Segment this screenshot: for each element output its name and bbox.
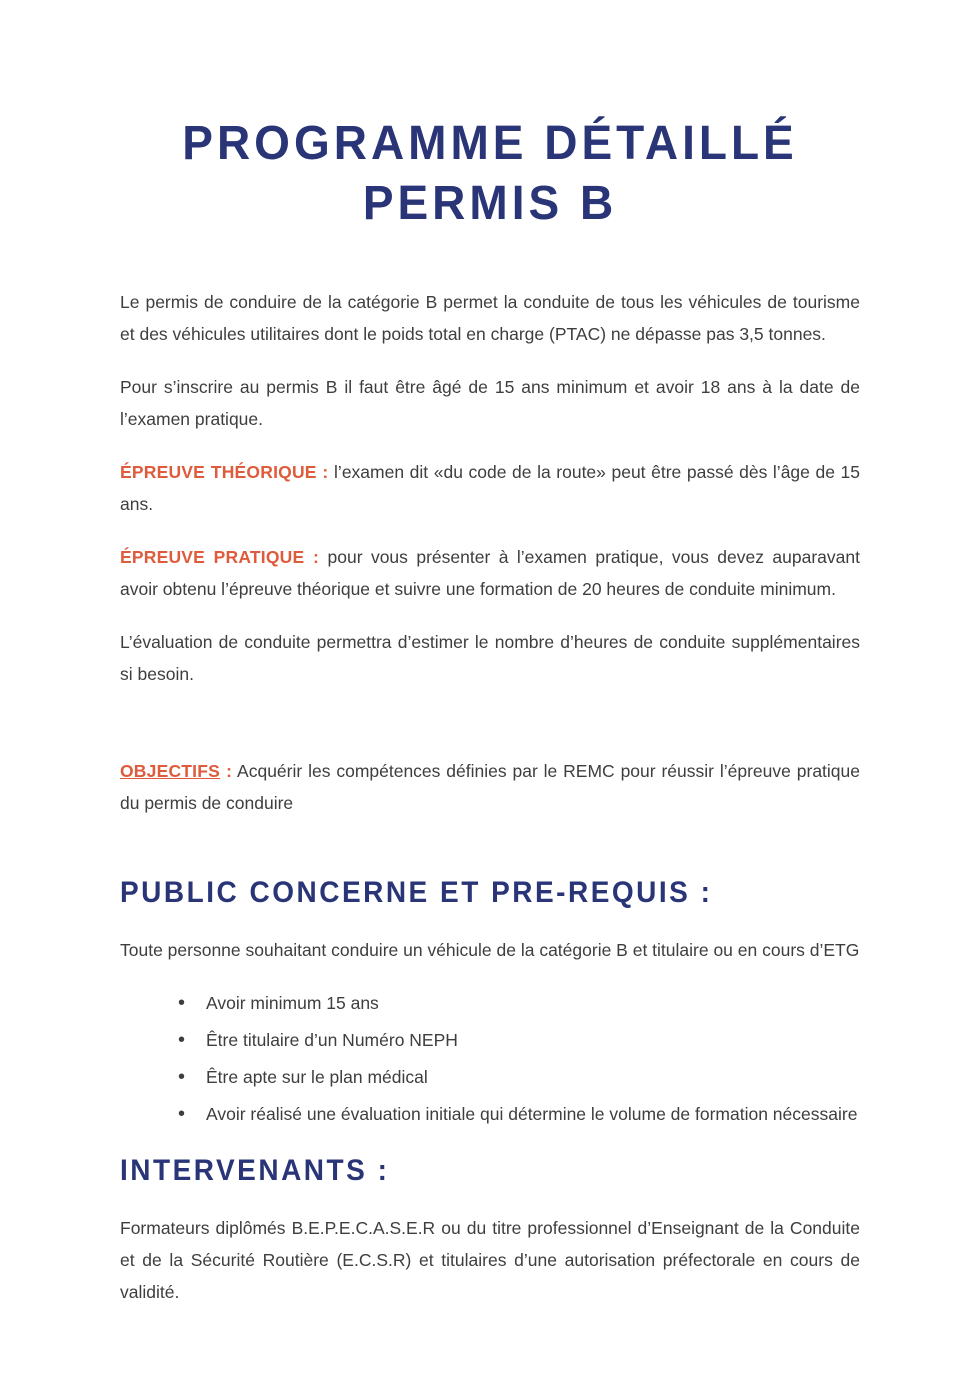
- objectifs-label-colon: :: [220, 761, 233, 781]
- list-item: • Être apte sur le plan médical: [178, 1061, 860, 1093]
- objectifs-text: Acquérir les compétences définies par le REMC pour réussir l’épreuve pratique du permis de conduire: [120, 761, 860, 813]
- epreuve-theorique-label: ÉPREUVE THÉORIQUE :: [120, 462, 329, 482]
- paragraph-evaluation: L’évaluation de conduite permettra d’estimer le nombre d’heures de conduite supplémentaires si besoin.: [120, 632, 860, 684]
- document-title-line1: PROGRAMME DÉTAILLÉ: [182, 115, 798, 170]
- list-item: • Avoir réalisé une évaluation initiale qui détermine le volume de formation nécessaire: [178, 1098, 860, 1130]
- objectifs-label-word: OBJECTIFS: [120, 761, 221, 781]
- paragraph-public-intro: Toute personne souhaitant conduire un véhicule de la catégorie B et titulaire ou en cours d’ETG: [120, 940, 860, 960]
- vertical-spacer: [120, 840, 860, 876]
- prerequisites-list: [120, 987, 860, 1130]
- paragraph-objectifs: [120, 755, 860, 819]
- epreuve-pratique-text: pour vous présenter à l’examen pratique, vous devez auparavant avoir obtenu l’épreuve théorique et suivre une formation de 20 heures de conduite minimum.: [120, 547, 860, 599]
- objectifs-label: [120, 761, 232, 781]
- list-item: • Être titulaire d’un Numéro NEPH: [178, 1024, 860, 1056]
- list-item: • Avoir minimum 15 ans: [178, 987, 860, 1019]
- paragraph-epreuve-pratique: [120, 541, 860, 605]
- paragraph-intro-1: Le permis de conduire de la catégorie B permet la conduite de tous les véhicules de tourisme et des véhicules utilitaires dont le poids total en charge (PTAC) ne dépasse pas 3,5 tonnes.: [120, 292, 860, 344]
- section-heading-public-concerne: PUBLIC CONCERNE ET PRE-REQUIS :: [120, 876, 713, 909]
- paragraph-epreuve-theorique: [120, 456, 860, 520]
- paragraph-intervenants: Formateurs diplômés B.E.P.E.C.A.S.E.R ou du titre professionnel d’Enseignant de la Conduite et de la Sécurité Routière (E.C.S.R) et titulaires d’une autorisation préfectorale en cours de validité.: [120, 1218, 860, 1302]
- section-heading-intervenants: INTERVENANTS :: [120, 1154, 390, 1187]
- paragraph-intro-2: Pour s’inscrire au permis B il faut être âgé de 15 ans minimum et avoir 18 ans à la date de l’examen pratique.: [120, 377, 860, 429]
- epreuve-theorique-text: l’examen dit «du code de la route» peut être passé dès l’âge de 15 ans.: [120, 462, 860, 514]
- document-title: [120, 112, 860, 233]
- document-title-line2: PERMIS B: [362, 175, 618, 230]
- vertical-spacer: [120, 711, 860, 755]
- epreuve-pratique-label: ÉPREUVE PRATIQUE :: [120, 547, 320, 567]
